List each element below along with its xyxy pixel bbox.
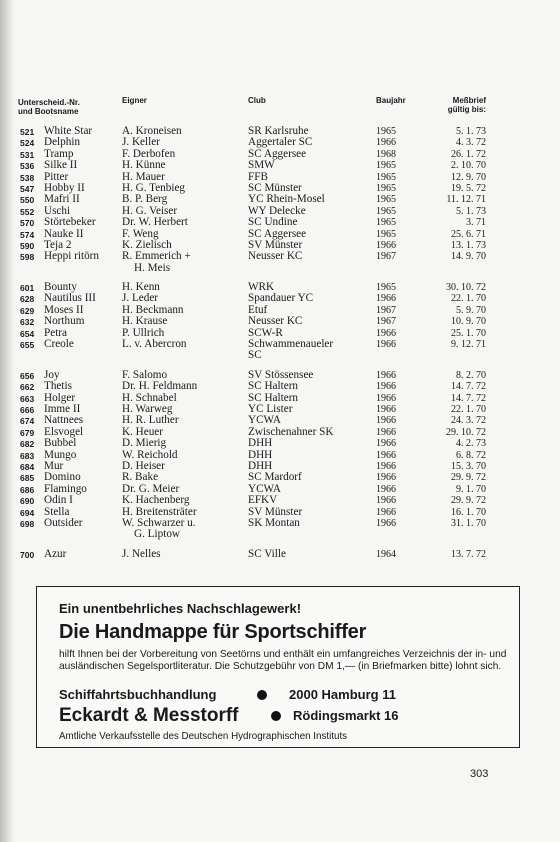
owner: J. Leder <box>122 292 159 305</box>
build-year: 1966 <box>376 415 396 427</box>
boat-number: 684 <box>20 461 35 472</box>
header-number-name <box>18 98 108 116</box>
club: Zwischenahner SK <box>248 425 334 438</box>
table-row <box>0 438 560 449</box>
owner: H. Warweg <box>122 403 173 416</box>
owner: F. Salomo <box>122 368 168 381</box>
club: Schwammenaueler <box>248 338 334 351</box>
club: DHH <box>248 459 273 472</box>
table-row <box>0 381 560 392</box>
boat-register-table <box>0 126 560 560</box>
boat-number: 666 <box>20 405 35 416</box>
club: YCWA <box>248 482 281 495</box>
table-row <box>0 518 560 541</box>
owner-secondary: H. Meis <box>134 261 171 274</box>
header-measurement-label: Meßbrief <box>452 96 486 105</box>
boat-number: 601 <box>20 283 35 294</box>
build-year: 1966 <box>376 339 396 351</box>
boat-number: 700 <box>20 549 35 560</box>
boat-name: Nattnees <box>44 414 84 427</box>
table-header <box>0 96 560 120</box>
table-row <box>0 549 560 560</box>
build-year: 1966 <box>376 495 396 507</box>
boat-name: Moses II <box>44 303 84 316</box>
measurement-valid-until: 24. 3. 72 <box>451 415 486 427</box>
measurement-valid-until: 5. 9. 70 <box>456 304 486 316</box>
measurement-valid-until: 9. 1. 70 <box>456 483 486 495</box>
measurement-valid-until: 25. 6. 71 <box>451 228 486 240</box>
measurement-valid-until: 25. 1. 70 <box>451 327 486 339</box>
measurement-valid-until: 4. 3. 72 <box>456 137 486 149</box>
club: DHH <box>248 437 273 450</box>
boat-name: Mafri II <box>44 193 80 206</box>
owner: H. Mauer <box>122 170 165 183</box>
build-year: 1965 <box>376 182 396 194</box>
build-year: 1967 <box>376 316 396 328</box>
header-owner: Eigner <box>122 96 147 105</box>
measurement-valid-until: 13. 7. 72 <box>451 548 486 560</box>
boat-name: Pitter <box>44 170 69 183</box>
ad-headline: Die Handmappe für Sportschiffer <box>59 621 367 643</box>
build-year: 1966 <box>376 392 396 404</box>
measurement-valid-until: 29. 10. 72 <box>446 426 486 438</box>
boat-number: 531 <box>20 149 35 160</box>
boat-number: 694 <box>20 507 35 518</box>
measurement-valid-until: 10. 9. 70 <box>451 316 486 328</box>
owner: Dr. H. Feldmann <box>122 380 198 393</box>
build-year: 1965 <box>376 205 396 217</box>
build-year: 1966 <box>376 293 396 305</box>
build-year: 1968 <box>376 148 396 160</box>
measurement-valid-until: 5. 1. 73 <box>456 205 486 217</box>
club: SC Undine <box>248 216 298 229</box>
table-row <box>0 339 560 362</box>
build-year: 1965 <box>376 194 396 206</box>
ad-footer: Amtliche Verkaufsstelle des Deutschen Hydrographischen Instituts <box>59 731 348 742</box>
build-year: 1966 <box>376 449 396 461</box>
boat-number: 698 <box>20 518 35 529</box>
measurement-valid-until: 22. 1. 70 <box>451 293 486 305</box>
owner: D. Mierig <box>122 437 167 450</box>
header-number-label: Unterscheid.-Nr. <box>18 98 80 107</box>
boat-name: Domino <box>44 471 81 484</box>
boat-name: Elsvogel <box>44 425 84 438</box>
boat-number: 538 <box>20 172 35 183</box>
club: SK Montan <box>248 516 300 529</box>
boat-name: Nauke II <box>44 227 84 240</box>
build-year: 1965 <box>376 171 396 183</box>
table-row <box>0 495 560 506</box>
boat-name: Delphin <box>44 136 81 149</box>
club: YCWA <box>248 414 281 427</box>
owner: J. Nelles <box>122 547 161 560</box>
owner: R. Bake <box>122 471 159 484</box>
build-year: 1965 <box>376 282 396 294</box>
owner: H. Breitensträter <box>122 505 197 518</box>
measurement-valid-until: 16. 1. 70 <box>451 506 486 518</box>
club: SC Mardorf <box>248 471 302 484</box>
owner: A. Kroneisen <box>122 125 182 137</box>
club: Neusser KC <box>248 250 303 263</box>
boat-number: 654 <box>20 328 35 339</box>
boat-number: 629 <box>20 305 35 316</box>
measurement-valid-until: 13. 1. 73 <box>451 239 486 251</box>
boat-name: Holger <box>44 391 76 404</box>
club: SV Münster <box>248 505 303 518</box>
build-year: 1967 <box>376 304 396 316</box>
boat-number: 685 <box>20 473 35 484</box>
boat-name: Northum <box>44 315 85 328</box>
club: FFB <box>248 170 268 183</box>
boat-number: 552 <box>20 206 35 217</box>
owner: W. Reichold <box>122 448 178 461</box>
owner: H. Kenn <box>122 281 160 294</box>
owner: Dr. W. Herbert <box>122 216 188 229</box>
measurement-valid-until: 3. 71 <box>466 217 486 229</box>
boat-number: 632 <box>20 317 35 328</box>
build-year: 1966 <box>376 327 396 339</box>
measurement-valid-until: 4. 2. 73 <box>456 438 486 450</box>
club: SC Münster <box>248 181 302 194</box>
club: SC Aggersee <box>248 147 307 160</box>
boat-number: 674 <box>20 416 35 427</box>
owner: F. Weng <box>122 227 159 240</box>
table-row <box>0 427 560 438</box>
build-year: 1966 <box>376 381 396 393</box>
build-year: 1966 <box>376 426 396 438</box>
boat-number: 521 <box>20 127 35 137</box>
club: SMW <box>248 159 275 172</box>
measurement-valid-until: 2. 10. 70 <box>451 160 486 172</box>
boat-name: Thetis <box>44 380 72 393</box>
measurement-valid-until: 31. 1. 70 <box>451 517 486 529</box>
club: SV Stössensee <box>248 368 314 381</box>
measurement-valid-until: 15. 3. 70 <box>451 460 486 472</box>
owner: W. Schwarzer u. <box>122 516 196 529</box>
table-row <box>0 149 560 160</box>
owner: P. Ullrich <box>122 326 165 339</box>
boat-name: Uschi <box>44 204 71 217</box>
club: SC Haltern <box>248 391 299 404</box>
owner-secondary: G. Liptow <box>134 528 180 541</box>
header-valid-until-label: gültig bis: <box>447 105 486 114</box>
boat-name: Heppi ritörn <box>44 250 99 263</box>
boat-number: 524 <box>20 138 35 149</box>
measurement-valid-until: 6. 8. 72 <box>456 449 486 461</box>
ad-publisher-line <box>59 687 499 702</box>
boat-number: 683 <box>20 450 35 461</box>
measurement-valid-until: 5. 1. 73 <box>456 126 486 137</box>
club: Aggertaler SC <box>248 136 313 149</box>
boat-name: Mur <box>44 459 64 472</box>
owner: H. Schnabel <box>122 391 177 404</box>
boat-number: 682 <box>20 439 35 450</box>
build-year: 1967 <box>376 251 396 263</box>
measurement-valid-until: 22. 1. 70 <box>451 404 486 416</box>
measurement-valid-until: 14. 9. 70 <box>451 251 486 263</box>
build-year: 1964 <box>376 548 396 560</box>
bullet-icon <box>271 711 281 721</box>
measurement-valid-until: 8. 2. 70 <box>456 369 486 381</box>
club: SC Aggersee <box>248 227 307 240</box>
ad-body-text: hilft Ihnen bei der Vorbereitung von Seetörns und enthält ein umfangreiches Verzeichnis der in- und ausländischen Segelsportliteratur. Die Schutzgebühr von DM 1,— (in Briefmarken bitte) lohnt sich. <box>59 649 507 672</box>
build-year: 1965 <box>376 126 396 137</box>
owner: K. Hachenberg <box>122 494 190 507</box>
boat-number: 655 <box>20 340 35 351</box>
owner: D. Heiser <box>122 459 165 472</box>
boat-number: 547 <box>20 183 35 194</box>
club: SC Haltern <box>248 380 299 393</box>
boat-number: 570 <box>20 218 35 229</box>
owner: F. Derbofen <box>122 147 176 160</box>
ad-company-line <box>59 705 499 727</box>
advertisement-box <box>36 586 520 748</box>
boat-number: 550 <box>20 195 35 206</box>
build-year: 1966 <box>376 460 396 472</box>
owner: K. Zielisch <box>122 238 172 251</box>
boat-name: Tramp <box>44 147 74 160</box>
owner: H. R. Luther <box>122 414 179 427</box>
boat-name: Mungo <box>44 448 77 461</box>
owner: H. G. Veiser <box>122 204 178 217</box>
ad-city: 2000 Hamburg 11 <box>289 687 396 702</box>
table-row <box>0 251 560 274</box>
club: SCW-R <box>248 326 283 339</box>
boat-name: Azur <box>44 547 67 560</box>
owner: K. Heuer <box>122 425 164 438</box>
ad-street: Rödingsmarkt 16 <box>293 708 399 723</box>
owner: H. Beckmann <box>122 303 184 316</box>
boat-number: 662 <box>20 382 35 393</box>
build-year: 1966 <box>376 517 396 529</box>
club: YC Lister <box>248 403 293 416</box>
build-year: 1966 <box>376 472 396 484</box>
table-row <box>0 484 560 495</box>
header-boatname-label: und Bootsname <box>18 107 79 116</box>
boat-name: Petra <box>44 326 67 339</box>
build-year: 1965 <box>376 160 396 172</box>
boat-number: 628 <box>20 294 35 305</box>
build-year: 1965 <box>376 228 396 240</box>
boat-name: Hobby II <box>44 181 85 194</box>
club: Etuf <box>248 303 268 316</box>
build-year: 1965 <box>376 217 396 229</box>
measurement-valid-until: 30. 10. 72 <box>446 282 486 294</box>
club: YC Rhein-Mosel <box>248 193 325 206</box>
table-row <box>0 217 560 228</box>
boat-number: 574 <box>20 229 35 240</box>
boat-name: Outsider <box>44 516 83 529</box>
measurement-valid-until: 29. 9. 72 <box>451 472 486 484</box>
build-year: 1966 <box>376 404 396 416</box>
boat-number: 679 <box>20 427 35 438</box>
table-row <box>0 160 560 171</box>
club: SV Münster <box>248 238 303 251</box>
boat-name: Flamingo <box>44 482 87 495</box>
build-year: 1966 <box>376 239 396 251</box>
build-year: 1966 <box>376 438 396 450</box>
boat-name: Teja 2 <box>44 238 72 251</box>
club: WY Delecke <box>248 204 306 217</box>
boat-name: Silke II <box>44 159 78 172</box>
measurement-valid-until: 11. 12. 71 <box>446 194 486 206</box>
boat-number: 598 <box>20 252 35 263</box>
build-year: 1966 <box>376 369 396 381</box>
measurement-valid-until: 26. 1. 72 <box>451 148 486 160</box>
ad-tagline: Ein unentbehrliches Nachschlagewerk! <box>59 601 302 616</box>
boat-number: 690 <box>20 496 35 507</box>
measurement-valid-until: 14. 7. 72 <box>451 381 486 393</box>
boat-number: 536 <box>20 161 35 172</box>
owner: H. Künne <box>122 159 166 172</box>
measurement-valid-until: 14. 7. 72 <box>451 392 486 404</box>
owner: J. Keller <box>122 136 160 149</box>
boat-name: Joy <box>44 368 60 381</box>
owner: Dr. G. Meier <box>122 482 180 495</box>
ad-company: Eckardt & Messtorff <box>59 705 239 726</box>
build-year: 1966 <box>376 137 396 149</box>
boat-number: 590 <box>20 240 35 251</box>
owner: R. Emmerich + <box>122 250 191 263</box>
boat-name: Störtebeker <box>44 216 96 229</box>
club: SR Karlsruhe <box>248 125 309 137</box>
table-row <box>0 316 560 327</box>
boat-name: Imme II <box>44 403 81 416</box>
header-club: Club <box>248 96 266 105</box>
header-year: Baujahr <box>376 96 406 105</box>
boat-number: 663 <box>20 393 35 404</box>
boat-name: Bounty <box>44 281 77 294</box>
owner: L. v. Abercron <box>122 338 187 351</box>
boat-name: Creole <box>44 338 74 351</box>
build-year: 1966 <box>376 506 396 518</box>
boat-name: Odin I <box>44 494 73 507</box>
measurement-valid-until: 9. 12. 71 <box>451 339 486 351</box>
measurement-valid-until: 19. 5. 72 <box>451 182 486 194</box>
boat-number: 656 <box>20 370 35 381</box>
boat-name: White Star <box>44 125 93 137</box>
club: EFKV <box>248 494 278 507</box>
boat-number: 686 <box>20 484 35 495</box>
owner: B. P. Berg <box>122 193 168 206</box>
boat-name: Bubbel <box>44 437 77 450</box>
page-number: 303 <box>470 768 489 780</box>
build-year: 1966 <box>376 483 396 495</box>
club: Spandauer YC <box>248 292 314 305</box>
table-row <box>0 293 560 304</box>
header-measurement <box>426 96 486 114</box>
boat-name: Nautilus III <box>44 292 96 305</box>
club: DHH <box>248 448 273 461</box>
table-row <box>0 450 560 461</box>
boat-name: Stella <box>44 505 70 518</box>
club-continued: SC <box>248 349 262 362</box>
bullet-icon <box>257 690 267 700</box>
measurement-valid-until: 12. 9. 70 <box>451 171 486 183</box>
owner: H. G. Tenbieg <box>122 181 186 194</box>
ad-publisher: Schiffahrtsbuchhandlung <box>59 687 217 702</box>
owner: H. Krause <box>122 315 168 328</box>
club: WRK <box>248 281 275 294</box>
measurement-valid-until: 29. 9. 72 <box>451 495 486 507</box>
club: Neusser KC <box>248 315 303 328</box>
club: SC Ville <box>248 547 286 560</box>
